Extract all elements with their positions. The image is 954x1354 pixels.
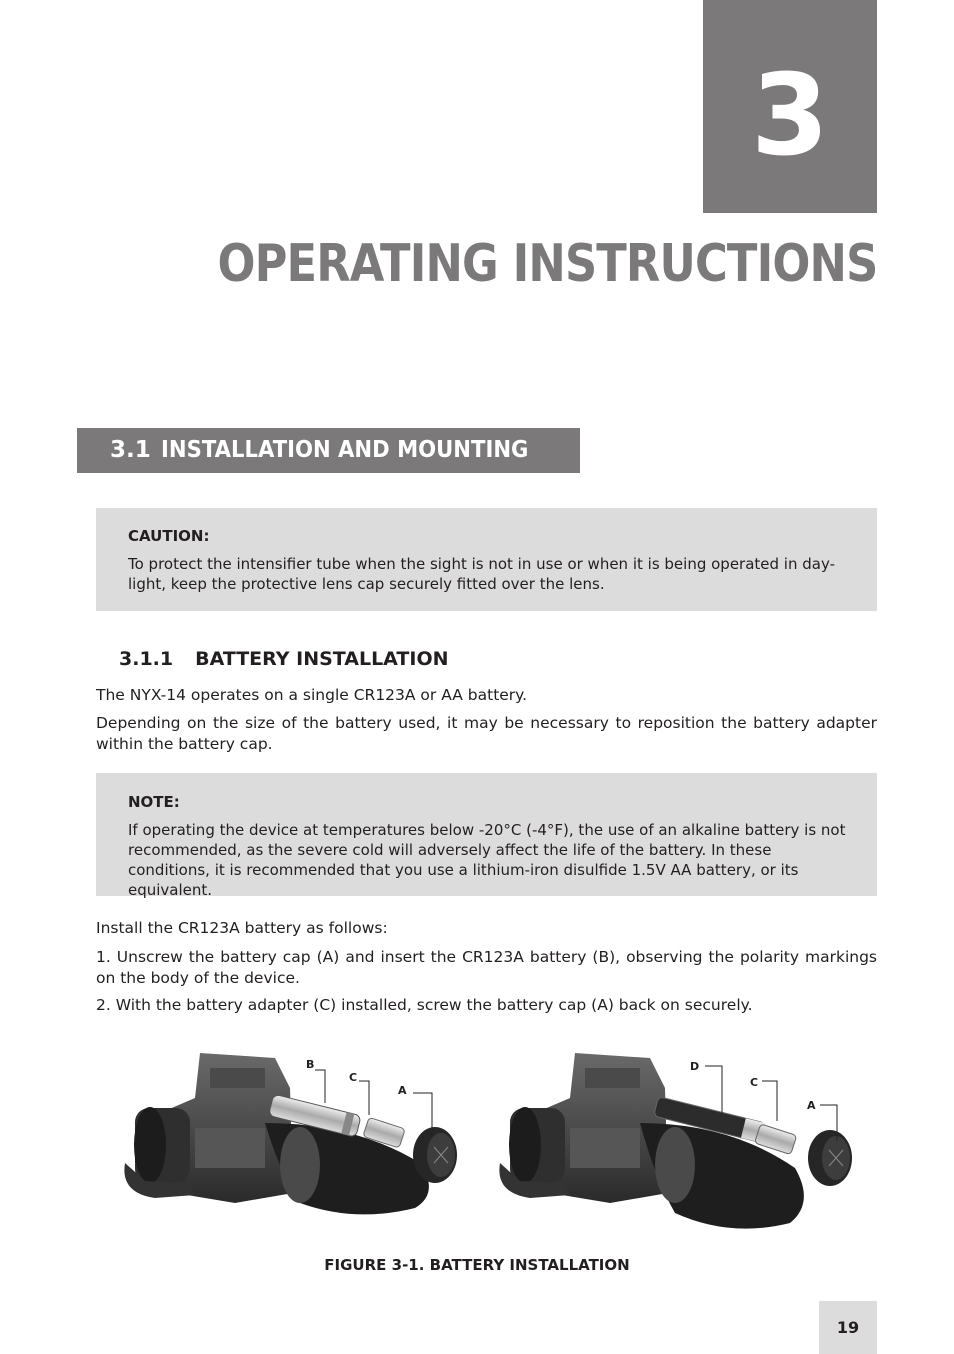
label-right-c: C	[750, 1076, 759, 1089]
figure-caption: FIGURE 3-1. BATTERY INSTALLATION	[324, 1256, 630, 1274]
chapter-number: 3	[751, 51, 829, 181]
subsection-heading	[119, 648, 449, 670]
page-number: 19	[836, 1318, 860, 1337]
step-2: 2. With the battery adapter (C) installed, screw the battery cap (A) back on securely.	[96, 996, 753, 1014]
note-title: NOTE:	[128, 793, 180, 811]
label-right-a: A	[807, 1099, 816, 1112]
chapter-title: OPERATING INSTRUCTIONS	[217, 234, 877, 294]
note-box	[96, 773, 877, 899]
battery-installation-figure	[115, 1043, 865, 1248]
section-title: INSTALLATION AND MOUNTING	[161, 437, 529, 463]
step-1: 1. Unscrew the battery cap (A) and insert the CR123A battery (B), observing the polarity markings on the body of the device.	[96, 948, 877, 987]
paragraph-battery-adapter: Depending on the size of the battery used, it may be necessary to reposition the battery adapter within the battery cap.	[96, 714, 877, 753]
section-heading	[77, 428, 580, 473]
label-left-a: A	[398, 1084, 407, 1097]
steps-intro: Install the CR123A battery as follows:	[96, 919, 388, 937]
label-left-c: C	[349, 1071, 358, 1084]
caution-text: To protect the intensifier tube when the sight is not in use or when it is being operated in day-light, keep the protective lens cap securely fitted over the lens.	[128, 555, 835, 593]
label-right-d: D	[690, 1060, 700, 1073]
device-right-image	[499, 1053, 852, 1229]
section-number: 3.1	[110, 437, 151, 463]
subsection-title: BATTERY INSTALLATION	[195, 648, 449, 670]
caution-box	[96, 508, 877, 611]
device-left-image	[124, 1053, 457, 1214]
note-text: If operating the device at temperatures below -20°C (-4°F), the use of an alkaline battery is not recommended, as the severe cold will adversely affect the life of the battery. In these conditions, it is recommended that you use a lithium-iron disulfide 1.5V AA battery, or its equivalent.	[128, 821, 846, 899]
paragraph-battery-type: The NYX-14 operates on a single CR123A or AA battery.	[96, 686, 528, 704]
chapter-number-box	[703, 0, 877, 213]
page-number-box	[819, 1301, 877, 1354]
caution-title: CAUTION:	[128, 527, 210, 545]
label-left-b: B	[306, 1058, 315, 1071]
subsection-number: 3.1.1	[119, 648, 174, 670]
